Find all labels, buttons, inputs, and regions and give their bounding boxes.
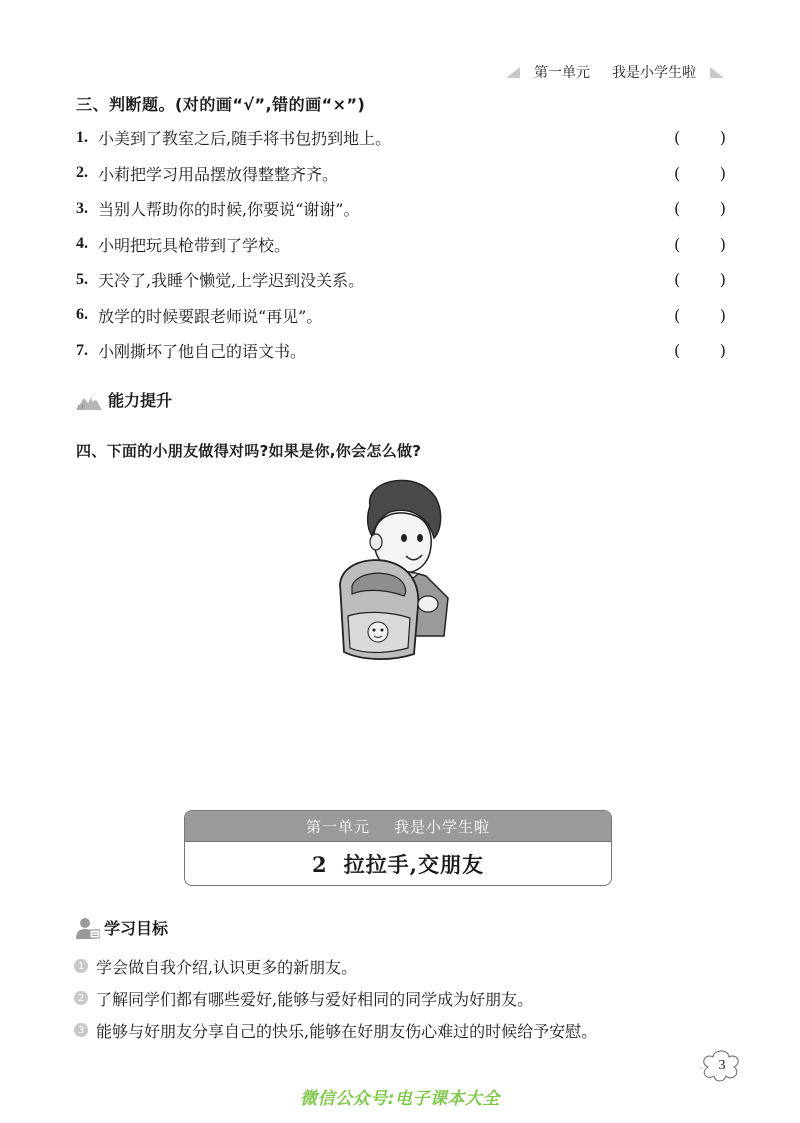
paren-close: ) [719, 234, 726, 254]
paren-close: ) [719, 199, 726, 219]
objective-text: 学会做自我介绍,认识更多的新朋友。 [96, 957, 358, 977]
question-text: 天冷了,我睡个懒觉,上学迟到没关系。 [98, 271, 365, 291]
objective-text: 能够与好朋友分享自己的快乐,能够在好朋友伤心难过的时候给予安慰。 [96, 1021, 598, 1041]
question-number: 5. [76, 270, 88, 288]
objective-text: 了解同学们都有哪些爱好,能够与爱好相同的同学成为好朋友。 [96, 989, 534, 1009]
objective-number: 2 [74, 991, 88, 1005]
paren-close: ) [719, 163, 726, 183]
question-text: 放学的时候要跟老师说“再见”。 [98, 306, 323, 326]
paren-close: ) [719, 341, 726, 361]
question-row [76, 298, 726, 334]
paren-close: ) [719, 128, 726, 148]
answer-blank[interactable] [674, 235, 726, 254]
paren-open: ( [674, 270, 681, 290]
question-text: 小莉把学习用品摆放得整整齐齐。 [98, 164, 339, 184]
answer-blank[interactable] [674, 128, 726, 147]
question-number: 3. [76, 199, 88, 217]
paren-close: ) [719, 270, 726, 290]
lesson-title: 拉拉手,交朋友 [343, 852, 484, 877]
paren-open: ( [674, 341, 681, 361]
judgment-question-list [76, 120, 726, 369]
question-text: 小刚撕坏了他自己的语文书。 [98, 342, 307, 362]
paren-open: ( [674, 305, 681, 325]
question-row [76, 262, 726, 298]
question-row [76, 333, 726, 369]
answer-blank[interactable] [674, 199, 726, 218]
page-number-badge [700, 1048, 744, 1084]
question-text: 小明把玩具枪带到了学校。 [98, 235, 291, 255]
answer-blank[interactable] [674, 341, 726, 360]
question-number: 7. [76, 341, 88, 359]
objectives-list [74, 950, 714, 1046]
objectives-label: 学习目标 [104, 919, 169, 938]
running-header [506, 62, 724, 82]
paren-close: ) [719, 305, 726, 325]
objectives-heading [76, 916, 168, 939]
mountain-icon [76, 390, 102, 410]
ability-heading [76, 388, 172, 411]
answer-blank[interactable] [674, 270, 726, 289]
question-row [76, 191, 726, 227]
banner-lesson-row [185, 841, 611, 886]
question-row [76, 227, 726, 263]
objective-number: 3 [74, 1023, 88, 1037]
boy-with-backpack-illustration [330, 476, 470, 666]
lesson-banner [184, 810, 612, 886]
right-triangle-icon [710, 67, 724, 78]
section-three-title: 三、判断题。(对的画“√”,错的画“×”) [76, 95, 366, 114]
objective-number: 1 [74, 959, 88, 973]
banner-unit-title: 我是小学生啦 [394, 817, 491, 836]
objective-item [74, 1014, 714, 1046]
banner-unit: 第一单元 [305, 817, 370, 836]
paren-open: ( [674, 199, 681, 219]
watermark: 微信公众号:电子课本大全 [300, 1089, 500, 1109]
objective-item [74, 950, 714, 982]
question-number: 1. [76, 128, 88, 146]
section-four-title: 四、下面的小朋友做得对吗?如果是你,你会怎么做? [76, 442, 422, 460]
answer-blank[interactable] [674, 164, 726, 183]
question-number: 2. [76, 164, 88, 182]
paren-open: ( [674, 128, 681, 148]
left-triangle-icon [506, 67, 520, 78]
ability-label: 能力提升 [108, 391, 173, 410]
answer-blank[interactable] [674, 306, 726, 325]
question-number: 4. [76, 235, 88, 253]
paren-open: ( [674, 163, 681, 183]
question-row [76, 156, 726, 192]
question-text: 小美到了教室之后,随手将书包扔到地上。 [98, 129, 392, 149]
question-row [76, 120, 726, 156]
header-unit: 第一单元 [534, 65, 590, 81]
page-number: 3 [718, 1058, 726, 1073]
question-number: 6. [76, 306, 88, 324]
student-icon [76, 917, 100, 939]
paren-open: ( [674, 234, 681, 254]
lesson-number: 2 [312, 851, 328, 877]
question-text: 当别人帮助你的时候,你要说“谢谢”。 [98, 200, 360, 220]
banner-unit-row [185, 811, 611, 841]
objective-item [74, 982, 714, 1014]
header-title: 我是小学生啦 [612, 65, 696, 81]
